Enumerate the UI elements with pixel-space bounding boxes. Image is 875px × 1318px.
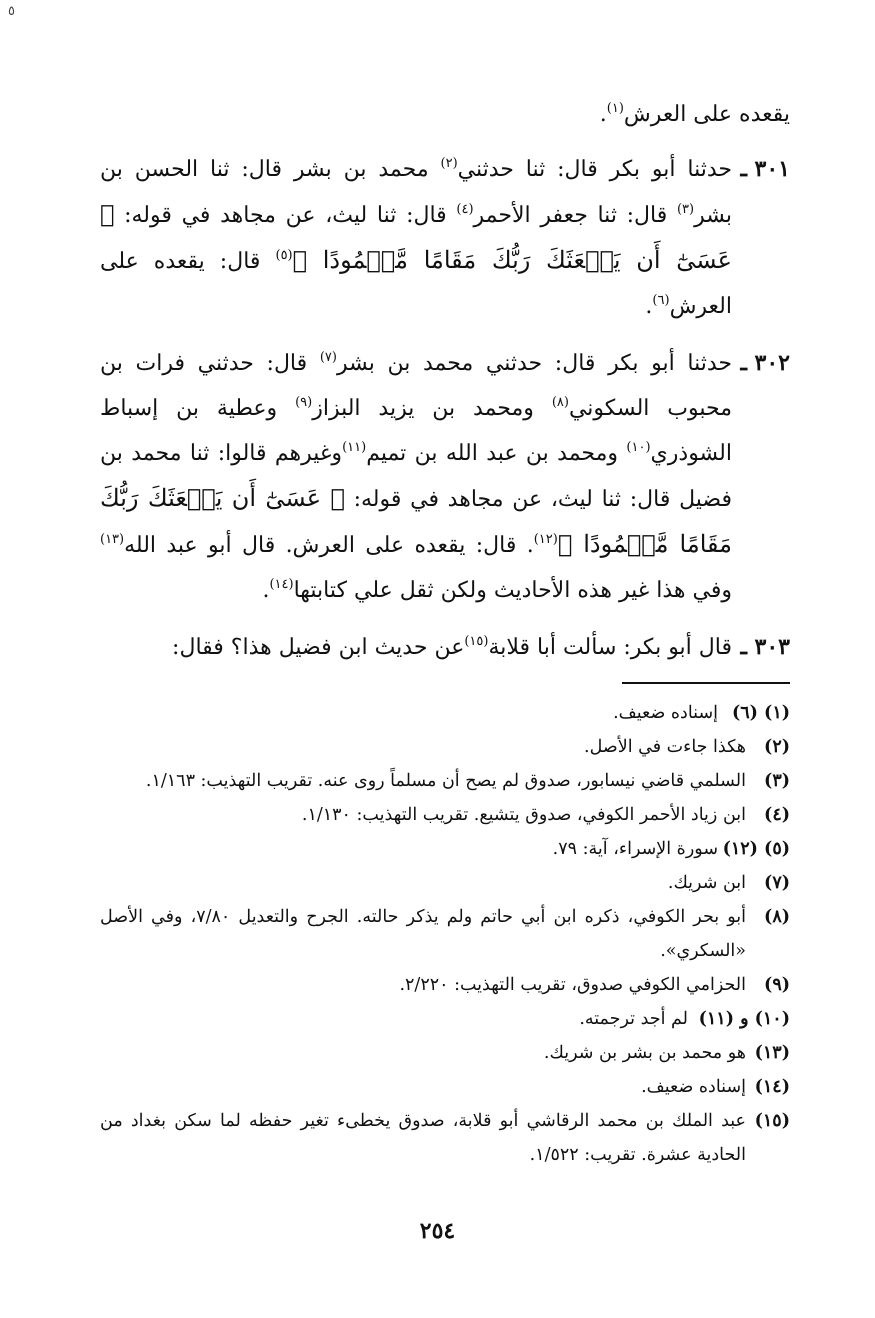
footnote-number: (١٤) (754, 1077, 790, 1097)
footnote-ref: (١٣) (100, 532, 125, 547)
paragraph-303 (100, 625, 790, 670)
footnote-text: لم أجد ترجمته. (579, 1009, 688, 1029)
main-text (100, 92, 790, 670)
footnote-ref: (١١) (342, 440, 367, 455)
footnote-ref: (٦) (652, 293, 670, 308)
quran-verse: ﴿ عَسَىٰٓ أَن يَبۡعَثَكَ رَبُّكَ مَقَامًا مَّحۡمُودًا ﴾ (100, 200, 732, 274)
footnote-number: (١٥) (754, 1111, 790, 1131)
footnote-ref: (١٥) (464, 634, 489, 649)
text-segment: قال أبو بكر: سألت أبا قلابة (488, 635, 732, 660)
text-segment: قال: يقعده على العرش (100, 249, 732, 319)
paragraph-number: ٣٠٣ ـ (740, 634, 790, 660)
text-segment: قال: حدثني فرات بن محبوب السكوني (100, 351, 732, 421)
footnote-text: هكذا جاءت في الأصل. (584, 737, 746, 757)
footnote-text: أبو بحر الكوفي، ذكره ابن أبي حاتم ولم يذكر حالته. الجرح والتعديل ٧/٨٠، وفي الأصل «السكري». (100, 907, 746, 961)
footnote-number: (٨) (764, 907, 790, 927)
footnote-text: إسناده ضعيف. (641, 1077, 746, 1097)
footnote-number: (٥) (١٢) (722, 839, 790, 859)
paragraph-302 (100, 341, 790, 613)
footnote (100, 696, 790, 730)
footnotes (100, 696, 790, 1172)
page-number: ٢٥٤ (419, 1218, 456, 1244)
footnote-number: (٣) (764, 771, 790, 791)
footnote-ref: (٣) (676, 202, 695, 217)
footnote-text: إسناده ضعيف. (613, 703, 718, 723)
text-segment: حدثنا أبو بكر قال: حدثني محمد بن بشر (336, 351, 732, 376)
footnote-text: ابن زياد الأحمر الكوفي، صدوق يتشيع. تقريب التهذيب: ١/١٣٠. (301, 805, 746, 825)
text-segment: ومحمد بن عبد الله بن تميم (366, 441, 619, 466)
footnote-text: هو محمد بن بشر بن شريك. (543, 1043, 746, 1063)
text-segment: وعطية بن إسباط الشوذري (100, 396, 732, 466)
text-segment: . (645, 294, 653, 319)
footnote (100, 1070, 790, 1104)
footnote-number: (١٠) و (١١) (698, 1009, 790, 1029)
footnote (100, 832, 790, 866)
footnote-number: (١٣) (754, 1043, 790, 1063)
quran-verse: ﴿ عَسَىٰٓ أَن يَبۡعَثَكَ رَبُّكَ مَقَامًا مَّحۡمُودًا ﴾ (100, 484, 732, 558)
text-segment: محمد بن بشر قال: ثنا الحسن بن بشر (100, 157, 732, 228)
footnote-number: (٧) (764, 873, 790, 893)
footnote-number: (٢) (764, 737, 790, 757)
text-segment: وفي هذا غير هذه الأحاديث ولكن ثقل علي كتابتها (293, 578, 732, 603)
footnote (100, 900, 790, 968)
text-segment: قال: ثنا ليث، عن مجاهد في قوله: (124, 203, 447, 228)
footnote (100, 764, 790, 798)
footnote-number: (٤) (764, 805, 790, 825)
footnote-ref: (٥) (275, 248, 293, 263)
footnote-ref: (١٠) (626, 440, 651, 455)
text-segment: . (262, 578, 270, 603)
footnote-ref: (٩) (295, 395, 313, 410)
text-segment: قال: ثنا جعفر الأحمر (473, 203, 668, 228)
footnote-number: (١) (٦) (731, 703, 790, 723)
paragraph-301 (100, 147, 790, 329)
footnote-ref: (٤) (456, 202, 474, 217)
footnote-ref: (١٤) (269, 577, 294, 592)
footnote (100, 730, 790, 764)
text-segment: وغيرهم قالوا: ثنا محمد بن فضيل قال: ثنا ليث، عن مجاهد في قوله: (100, 441, 732, 512)
footnote-text: عبد الملك بن محمد الرقاشي أبو قلابة، صدوق يخطىء تغير حفظه لما سكن بغداد من الحادية عشرة. تقريب: ١/٥٢٢. (100, 1111, 746, 1165)
footnote-text: السلمي قاضي نيسابور، صدوق لم يصح أن مسلماً روى عنه. تقريب التهذيب: ١/١٦٣. (145, 771, 746, 791)
opening-text: يقعده على العرش (623, 102, 790, 127)
footnote-ref: (٧) (319, 350, 337, 365)
footnote-text: سورة الإسراء، آية: ٧٩. (552, 839, 718, 859)
paragraph-number: ٣٠٢ ـ (740, 350, 790, 376)
text-segment: عن حديث ابن فضيل هذا؟ فقال: (172, 635, 465, 660)
text-segment: حدثنا أبو بكر قال: ثنا حدثني (457, 157, 733, 182)
footnote-divider (622, 682, 790, 684)
page-content (100, 92, 790, 1172)
footnote (100, 1002, 790, 1036)
footnote (100, 1036, 790, 1070)
footnote (100, 968, 790, 1002)
footnote (100, 1104, 790, 1172)
footnote (100, 866, 790, 900)
footnote-ref: (١٢) (533, 532, 558, 547)
footnote-ref: (٨) (551, 395, 569, 410)
footnote (100, 798, 790, 832)
footnote-number: (٩) (764, 975, 790, 995)
text-segment: ومحمد بن يزيد البزاز (312, 396, 534, 421)
paragraph-number: ٣٠١ ـ (740, 156, 790, 182)
footnote-ref: (١) (606, 101, 624, 116)
footnote-text: الحزامي الكوفي صدوق، تقريب التهذيب: ٢/٢٢٠. (399, 975, 746, 995)
footnote-text: ابن شريك. (667, 873, 746, 893)
footnote-ref: (٢) (440, 156, 458, 171)
text-segment: . قال: يقعده على العرش. قال أبو عبد الله (124, 533, 534, 558)
corner-mark: ٥ (8, 4, 15, 19)
opening-line: يقعده على العرش$^{(١)}$. (599, 101, 790, 127)
